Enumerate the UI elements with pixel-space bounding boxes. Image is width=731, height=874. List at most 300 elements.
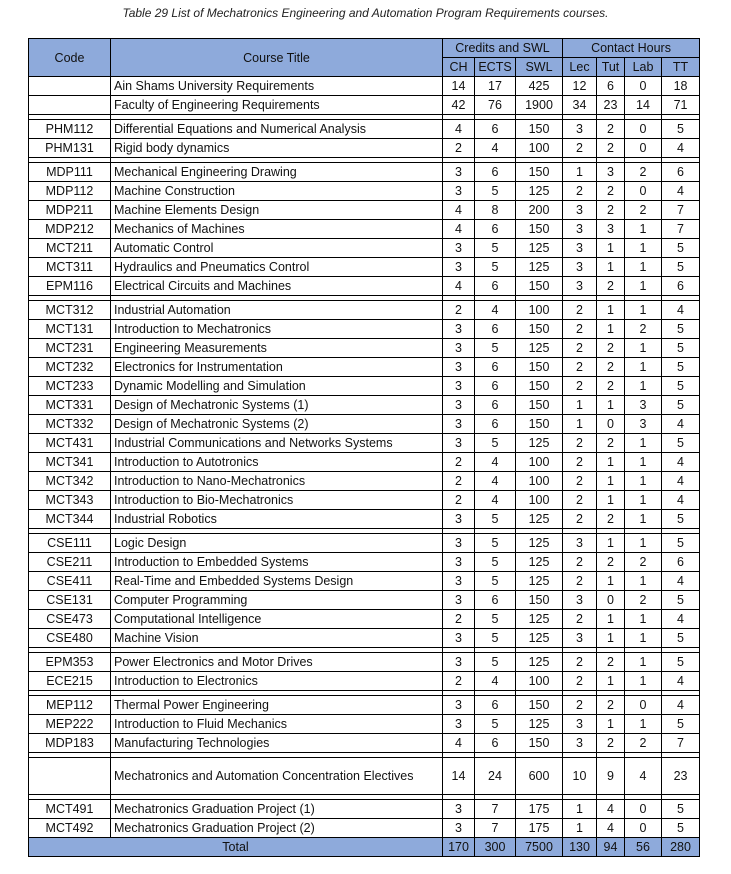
table-row	[29, 77, 700, 96]
lab-value: 1	[625, 610, 662, 629]
total-lab: 56	[625, 838, 662, 857]
swl-value: 125	[516, 572, 563, 591]
header-contact-group: Contact Hours	[563, 39, 700, 58]
lec-value: 1	[563, 800, 597, 819]
lab-value: 1	[625, 629, 662, 648]
ch-value: 2	[443, 610, 475, 629]
tt-value: 4	[662, 672, 700, 691]
course-title: Computational Intelligence	[111, 610, 443, 629]
table-row	[29, 629, 700, 648]
swl-value: 425	[516, 77, 563, 96]
lec-value: 3	[563, 220, 597, 239]
course-title: Ain Shams University Requirements	[111, 77, 443, 96]
tut-value: 1	[597, 672, 625, 691]
ects-value: 5	[475, 182, 516, 201]
ch-value: 3	[443, 572, 475, 591]
ch-value: 3	[443, 239, 475, 258]
ch-value: 3	[443, 415, 475, 434]
swl-value: 125	[516, 258, 563, 277]
tt-value: 5	[662, 434, 700, 453]
course-title: Introduction to Nano-Mechatronics	[111, 472, 443, 491]
tut-value: 1	[597, 239, 625, 258]
tt-value: 4	[662, 491, 700, 510]
lec-value: 3	[563, 734, 597, 753]
course-code: MCT211	[29, 239, 111, 258]
course-code: MCT341	[29, 453, 111, 472]
table-row	[29, 377, 700, 396]
ch-value: 3	[443, 358, 475, 377]
table-row	[29, 182, 700, 201]
lab-value: 1	[625, 377, 662, 396]
ch-value: 3	[443, 819, 475, 838]
lab-value: 2	[625, 591, 662, 610]
course-title: Thermal Power Engineering	[111, 696, 443, 715]
lec-value: 12	[563, 77, 597, 96]
header-tt: TT	[662, 58, 700, 77]
tt-value: 4	[662, 472, 700, 491]
ects-value: 5	[475, 553, 516, 572]
table-row	[29, 491, 700, 510]
tut-value: 1	[597, 396, 625, 415]
tt-value: 5	[662, 510, 700, 529]
course-title: Mechatronics and Automation Concentration Electives	[111, 758, 443, 795]
tt-value: 6	[662, 163, 700, 182]
lec-value: 2	[563, 453, 597, 472]
course-code: CSE111	[29, 534, 111, 553]
tut-value: 2	[597, 201, 625, 220]
course-title: Faculty of Engineering Requirements	[111, 96, 443, 115]
total-lec: 130	[563, 838, 597, 857]
course-title: Design of Mechatronic Systems (2)	[111, 415, 443, 434]
swl-value: 175	[516, 819, 563, 838]
course-title: Introduction to Autotronics	[111, 453, 443, 472]
swl-value: 150	[516, 320, 563, 339]
ects-value: 6	[475, 220, 516, 239]
table-row	[29, 339, 700, 358]
table-header	[29, 39, 700, 77]
ch-value: 42	[443, 96, 475, 115]
tut-value: 1	[597, 320, 625, 339]
course-title: Introduction to Embedded Systems	[111, 553, 443, 572]
table-row	[29, 453, 700, 472]
ects-value: 5	[475, 610, 516, 629]
course-code: MCT232	[29, 358, 111, 377]
course-title: Introduction to Mechatronics	[111, 320, 443, 339]
course-code: MCT233	[29, 377, 111, 396]
course-code: MCT344	[29, 510, 111, 529]
lec-value: 2	[563, 377, 597, 396]
tt-value: 5	[662, 120, 700, 139]
tut-value: 0	[597, 591, 625, 610]
ects-value: 76	[475, 96, 516, 115]
course-code: EPM353	[29, 653, 111, 672]
tut-value: 2	[597, 277, 625, 296]
table-row	[29, 553, 700, 572]
ch-value: 2	[443, 672, 475, 691]
ects-value: 4	[475, 672, 516, 691]
tut-value: 1	[597, 472, 625, 491]
table-row	[29, 800, 700, 819]
ects-value: 5	[475, 510, 516, 529]
tt-value: 5	[662, 800, 700, 819]
header-lab: Lab	[625, 58, 662, 77]
tt-value: 4	[662, 453, 700, 472]
swl-value: 125	[516, 510, 563, 529]
ch-value: 3	[443, 434, 475, 453]
course-code: MCT131	[29, 320, 111, 339]
lab-value: 2	[625, 553, 662, 572]
tt-value: 5	[662, 358, 700, 377]
lab-value: 1	[625, 239, 662, 258]
ects-value: 4	[475, 491, 516, 510]
lec-value: 2	[563, 553, 597, 572]
lec-value: 1	[563, 415, 597, 434]
table-row	[29, 715, 700, 734]
tut-value: 1	[597, 258, 625, 277]
tt-value: 5	[662, 396, 700, 415]
swl-value: 150	[516, 163, 563, 182]
header-course-title: Course Title	[111, 39, 443, 77]
lab-value: 0	[625, 182, 662, 201]
ects-value: 6	[475, 696, 516, 715]
lec-value: 1	[563, 163, 597, 182]
ects-value: 4	[475, 472, 516, 491]
swl-value: 100	[516, 472, 563, 491]
tt-value: 5	[662, 339, 700, 358]
tut-value: 2	[597, 120, 625, 139]
course-title: Introduction to Bio-Mechatronics	[111, 491, 443, 510]
table-row	[29, 572, 700, 591]
ch-value: 4	[443, 120, 475, 139]
table-row	[29, 696, 700, 715]
ects-value: 6	[475, 734, 516, 753]
course-title: Hydraulics and Pneumatics Control	[111, 258, 443, 277]
lec-value: 1	[563, 396, 597, 415]
tut-value: 1	[597, 572, 625, 591]
lec-value: 3	[563, 201, 597, 220]
ects-value: 5	[475, 572, 516, 591]
ects-value: 17	[475, 77, 516, 96]
total-swl: 7500	[516, 838, 563, 857]
tut-value: 23	[597, 96, 625, 115]
lab-value: 1	[625, 491, 662, 510]
swl-value: 150	[516, 358, 563, 377]
course-code: CSE131	[29, 591, 111, 610]
swl-value: 175	[516, 800, 563, 819]
lab-value: 0	[625, 120, 662, 139]
tt-value: 5	[662, 819, 700, 838]
lab-value: 3	[625, 396, 662, 415]
lab-value: 1	[625, 472, 662, 491]
lab-value: 1	[625, 672, 662, 691]
lec-value: 2	[563, 572, 597, 591]
ch-value: 3	[443, 377, 475, 396]
tt-value: 4	[662, 139, 700, 158]
tt-value: 6	[662, 553, 700, 572]
tt-value: 7	[662, 734, 700, 753]
ch-value: 2	[443, 139, 475, 158]
lab-value: 1	[625, 510, 662, 529]
ch-value: 3	[443, 396, 475, 415]
tut-value: 1	[597, 715, 625, 734]
ch-value: 2	[443, 491, 475, 510]
ects-value: 5	[475, 629, 516, 648]
course-code: MCT311	[29, 258, 111, 277]
lec-value: 2	[563, 182, 597, 201]
table-row	[29, 758, 700, 795]
table-row	[29, 819, 700, 838]
lab-value: 0	[625, 800, 662, 819]
tt-value: 5	[662, 629, 700, 648]
ects-value: 5	[475, 239, 516, 258]
tut-value: 1	[597, 301, 625, 320]
header-tut: Tut	[597, 58, 625, 77]
course-code: MDP183	[29, 734, 111, 753]
ch-value: 3	[443, 163, 475, 182]
tt-value: 4	[662, 415, 700, 434]
ects-value: 6	[475, 277, 516, 296]
tt-value: 5	[662, 715, 700, 734]
ects-value: 5	[475, 715, 516, 734]
course-code: MCT331	[29, 396, 111, 415]
course-title: Machine Construction	[111, 182, 443, 201]
swl-value: 150	[516, 696, 563, 715]
lec-value: 3	[563, 715, 597, 734]
lab-value: 1	[625, 258, 662, 277]
table-row	[29, 301, 700, 320]
lab-value: 1	[625, 715, 662, 734]
lab-value: 1	[625, 339, 662, 358]
tt-value: 18	[662, 77, 700, 96]
ects-value: 5	[475, 258, 516, 277]
tt-value: 5	[662, 591, 700, 610]
header-ch: CH	[443, 58, 475, 77]
tut-value: 1	[597, 453, 625, 472]
ch-value: 3	[443, 800, 475, 819]
table-row	[29, 139, 700, 158]
tut-value: 2	[597, 358, 625, 377]
course-code: CSE480	[29, 629, 111, 648]
tt-value: 4	[662, 696, 700, 715]
tt-value: 23	[662, 758, 700, 795]
swl-value: 150	[516, 120, 563, 139]
table-row	[29, 239, 700, 258]
course-title: Rigid body dynamics	[111, 139, 443, 158]
total-label: Total	[29, 838, 443, 857]
requirements-table	[28, 38, 700, 857]
lab-value: 1	[625, 534, 662, 553]
ects-value: 4	[475, 301, 516, 320]
total-tt: 280	[662, 838, 700, 857]
ch-value: 3	[443, 715, 475, 734]
course-code	[29, 96, 111, 115]
tut-value: 2	[597, 139, 625, 158]
tt-value: 71	[662, 96, 700, 115]
ects-value: 24	[475, 758, 516, 795]
ch-value: 3	[443, 629, 475, 648]
lec-value: 10	[563, 758, 597, 795]
course-code: CSE211	[29, 553, 111, 572]
swl-value: 125	[516, 715, 563, 734]
lab-value: 1	[625, 653, 662, 672]
lec-value: 2	[563, 472, 597, 491]
course-title: Differential Equations and Numerical Analysis	[111, 120, 443, 139]
course-code: MCT491	[29, 800, 111, 819]
lab-value: 0	[625, 819, 662, 838]
tt-value: 4	[662, 182, 700, 201]
table-row	[29, 534, 700, 553]
swl-value: 100	[516, 672, 563, 691]
tt-value: 5	[662, 377, 700, 396]
ects-value: 4	[475, 453, 516, 472]
ects-value: 6	[475, 591, 516, 610]
ch-value: 2	[443, 301, 475, 320]
swl-value: 100	[516, 491, 563, 510]
ch-value: 3	[443, 182, 475, 201]
lec-value: 2	[563, 491, 597, 510]
total-tut: 94	[597, 838, 625, 857]
course-code: MCT231	[29, 339, 111, 358]
course-title: Industrial Robotics	[111, 510, 443, 529]
table-row	[29, 734, 700, 753]
course-code: MCT332	[29, 415, 111, 434]
lab-value: 3	[625, 415, 662, 434]
table-row	[29, 277, 700, 296]
tt-value: 5	[662, 258, 700, 277]
tt-value: 5	[662, 534, 700, 553]
swl-value: 150	[516, 734, 563, 753]
lec-value: 2	[563, 301, 597, 320]
tt-value: 5	[662, 653, 700, 672]
course-code: MCT492	[29, 819, 111, 838]
swl-value: 125	[516, 239, 563, 258]
tut-value: 0	[597, 415, 625, 434]
ch-value: 3	[443, 553, 475, 572]
lec-value: 2	[563, 358, 597, 377]
course-title: Mechanical Engineering Drawing	[111, 163, 443, 182]
tut-value: 2	[597, 434, 625, 453]
swl-value: 125	[516, 610, 563, 629]
course-code	[29, 758, 111, 795]
course-code: MCT431	[29, 434, 111, 453]
total-ects: 300	[475, 838, 516, 857]
swl-value: 125	[516, 629, 563, 648]
swl-value: 1900	[516, 96, 563, 115]
ch-value: 4	[443, 734, 475, 753]
table-row	[29, 434, 700, 453]
tt-value: 7	[662, 220, 700, 239]
course-code: MCT342	[29, 472, 111, 491]
tut-value: 1	[597, 534, 625, 553]
course-title: Industrial Automation	[111, 301, 443, 320]
ch-value: 3	[443, 339, 475, 358]
total-ch: 170	[443, 838, 475, 857]
tut-value: 6	[597, 77, 625, 96]
ch-value: 4	[443, 277, 475, 296]
lec-value: 2	[563, 434, 597, 453]
swl-value: 600	[516, 758, 563, 795]
lec-value: 3	[563, 277, 597, 296]
header-lec: Lec	[563, 58, 597, 77]
table-row	[29, 201, 700, 220]
ects-value: 5	[475, 653, 516, 672]
course-title: Mechanics of Machines	[111, 220, 443, 239]
ch-value: 3	[443, 320, 475, 339]
ects-value: 6	[475, 163, 516, 182]
course-title: Introduction to Fluid Mechanics	[111, 715, 443, 734]
table-row	[29, 591, 700, 610]
tt-value: 5	[662, 239, 700, 258]
course-code: MDP112	[29, 182, 111, 201]
swl-value: 150	[516, 415, 563, 434]
ch-value: 4	[443, 220, 475, 239]
table-row	[29, 96, 700, 115]
course-title: Design of Mechatronic Systems (1)	[111, 396, 443, 415]
course-code: MCT312	[29, 301, 111, 320]
ch-value: 4	[443, 201, 475, 220]
course-title: Machine Vision	[111, 629, 443, 648]
course-code: MDP111	[29, 163, 111, 182]
tt-value: 4	[662, 572, 700, 591]
table-row	[29, 415, 700, 434]
ch-value: 3	[443, 510, 475, 529]
lec-value: 2	[563, 653, 597, 672]
lec-value: 2	[563, 320, 597, 339]
swl-value: 125	[516, 534, 563, 553]
tut-value: 4	[597, 800, 625, 819]
table-body	[29, 77, 700, 838]
course-title: Logic Design	[111, 534, 443, 553]
tut-value: 9	[597, 758, 625, 795]
tut-value: 2	[597, 653, 625, 672]
course-code: MDP211	[29, 201, 111, 220]
ects-value: 6	[475, 320, 516, 339]
ch-value: 2	[443, 472, 475, 491]
lab-value: 2	[625, 201, 662, 220]
swl-value: 200	[516, 201, 563, 220]
tt-value: 5	[662, 320, 700, 339]
course-title: Introduction to Electronics	[111, 672, 443, 691]
lec-value: 3	[563, 120, 597, 139]
course-code: MEP112	[29, 696, 111, 715]
tut-value: 2	[597, 553, 625, 572]
tt-value: 4	[662, 610, 700, 629]
ch-value: 3	[443, 696, 475, 715]
table-row	[29, 120, 700, 139]
table-row	[29, 610, 700, 629]
tt-value: 6	[662, 277, 700, 296]
tut-value: 3	[597, 220, 625, 239]
header-code: Code	[29, 39, 111, 77]
table-row	[29, 396, 700, 415]
header-swl: SWL	[516, 58, 563, 77]
course-title: Industrial Communications and Networks Systems	[111, 434, 443, 453]
lab-value: 1	[625, 358, 662, 377]
table-row	[29, 163, 700, 182]
lec-value: 2	[563, 696, 597, 715]
tt-value: 4	[662, 301, 700, 320]
ch-value: 3	[443, 653, 475, 672]
swl-value: 125	[516, 434, 563, 453]
course-title: Engineering Measurements	[111, 339, 443, 358]
course-title: Manufacturing Technologies	[111, 734, 443, 753]
course-title: Electrical Circuits and Machines	[111, 277, 443, 296]
ects-value: 4	[475, 139, 516, 158]
swl-value: 125	[516, 182, 563, 201]
ch-value: 14	[443, 758, 475, 795]
table-row	[29, 258, 700, 277]
course-code: PHM131	[29, 139, 111, 158]
